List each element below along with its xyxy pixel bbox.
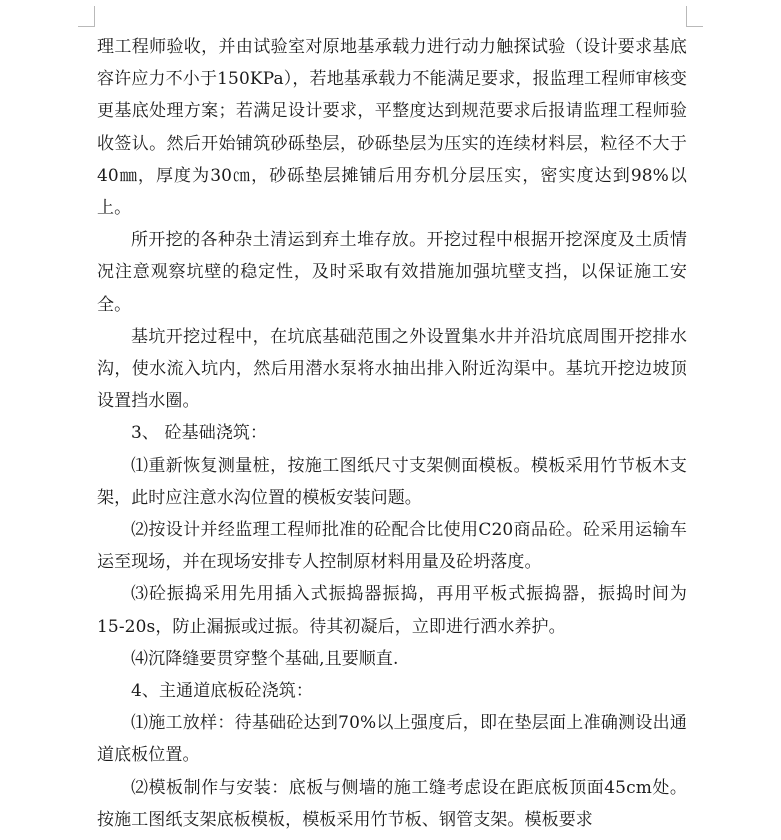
paragraph: 理工程师验收，并由试验室对原地基承载力进行动力触探试验（设计要求基底容许应力不小于150KPa），若地基承载力不能满足要求，报监理工程师审核变更基底处理方案；若满足设计要求，平整度达到规范要求后报请监理工程师验收签认。然后开始铺筑砂砾垫层，砂砾垫层为压实的连续材料层，粒径不大于40㎜，厚度为30㎝，砂砾垫层摊铺后用夯机分层压实，密实度达到98%以上。 [97, 37, 687, 219]
list-item: ⑴重新恢复测量桩，按施工图纸尺寸支架侧面模板。模板采用竹节板木支架，此时应注意水沟位置的模板安装问题。 [97, 455, 687, 508]
document-body [97, 31, 687, 836]
paragraph: 基坑开挖过程中，在坑底基础范围之外设置集水井并沿坑底周围开挖排水沟，使水流入坑内，然后用潜水泵将水抽出排入附近沟渠中。基坑开挖边坡顶设置挡水圈。 [97, 326, 687, 412]
crop-mark-top-right [686, 6, 703, 27]
section-heading: 4、主通道底板砼浇筑： [131, 681, 313, 702]
list-item: ⑵按设计并经监理工程师批准的砼配合比使用C20商品砼。砼采用运输车运至现场，并在现场安排专人控制原材料用量及砼坍落度。 [97, 520, 687, 573]
section-heading: 3、 砼基础浇筑： [131, 423, 268, 444]
paragraph: 所开挖的各种杂土清运到弃土堆存放。开挖过程中根据开挖深度及土质情况注意观察坑壁的稳定性，及时采取有效措施加强坑壁支挡，以保证施工安全。 [97, 230, 687, 315]
list-item: ⑵模板制作与安装：底板与侧墙的施工缝考虑设在距底板顶面45cm处。按施工图纸支架底板模板，模板采用竹节板、钢管支架。模板要求 [97, 777, 687, 830]
list-item: ⑴施工放样：待基础砼达到70%以上强度后，即在垫层面上准确测设出通道底板位置。 [97, 713, 687, 766]
crop-mark-top-left [78, 6, 95, 27]
list-item: ⑶砼振捣采用先用插入式振捣器振捣，再用平板式振捣器，振捣时间为15-20s，防止漏振或过振。待其初凝后，立即进行洒水养护。 [97, 584, 687, 637]
list-item: ⑷沉降缝要贯穿整个基础,且要顺直. [131, 648, 399, 669]
